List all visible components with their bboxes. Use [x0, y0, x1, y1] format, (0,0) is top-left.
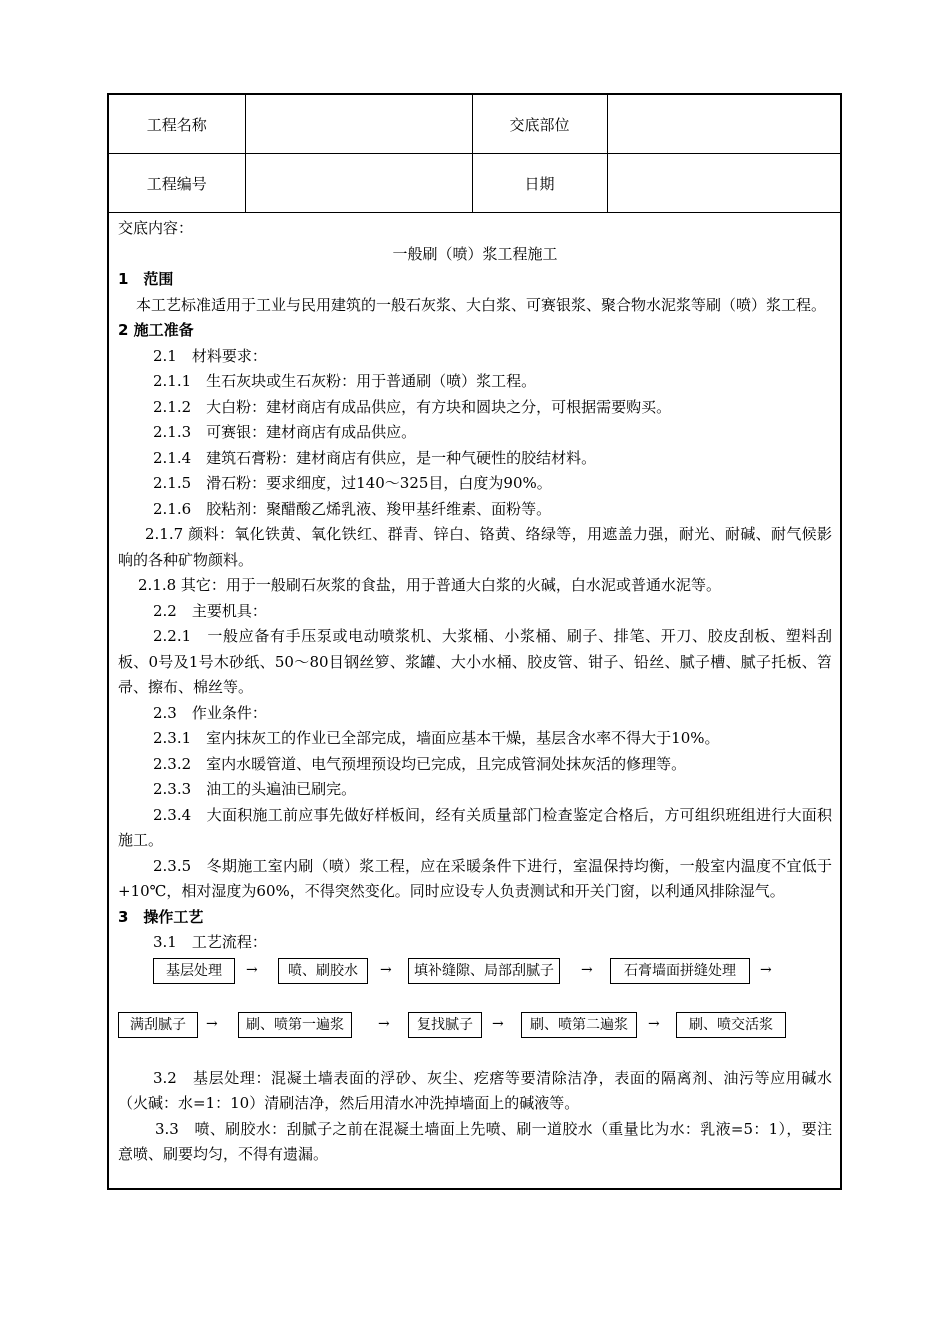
flow-step-gypsum-joints: 石膏墙面拼缝处理 [610, 958, 750, 984]
item-2-1-2: 2.1.2 大白粉：建材商店有成品供应，有方块和圆块之分，可根据需要购买。 [153, 397, 672, 416]
flow-step-full-putty: 满刮腻子 [118, 1012, 198, 1038]
flow-arrow-icon: → [378, 1015, 390, 1032]
flow-step-fill-gaps: 填补缝隙、局部刮腻子 [408, 958, 560, 984]
content-area [109, 213, 840, 1168]
item-2-1: 2.1 材料要求： [153, 346, 267, 365]
header-table [109, 95, 840, 213]
item-3-2: 3.2 基层处理：混凝土墙表面的浮砂、灰尘、疙瘩等要清除洁净，表面的隔离剂、油污等应用碱水（火碱：水=1：10）清刷洁净，然后用清水冲洗掉墙面上的碱液等。 [118, 1068, 832, 1112]
item-2-2: 2.2 主要机具： [153, 601, 267, 620]
position-value[interactable] [607, 95, 840, 154]
project-no-value[interactable] [245, 154, 472, 213]
flow-step-glue: 喷、刷胶水 [278, 958, 368, 984]
flow-arrow-icon: → [492, 1015, 504, 1032]
intro-label: 交底内容： [118, 219, 194, 237]
flow-step-re-putty: 复找腻子 [408, 1012, 482, 1038]
item-2-3-4: 2.3.4 大面积施工前应事先做好样板间，经有关质量部门检查鉴定合格后，方可组织班组进行大面积施工。 [118, 805, 832, 849]
flow-arrow-icon: → [648, 1015, 660, 1032]
item-2-3-3: 2.3.3 油工的头遍油已刷完。 [153, 780, 357, 798]
doc-title: 一般刷（喷）浆工程施工 [392, 244, 558, 263]
item-2-3-1: 2.3.1 室内抹灰工的作业已全部完成，墙面应基本干燥，基层含水率不得大于10%。 [153, 729, 720, 747]
item-2-3: 2.3 作业条件： [153, 703, 267, 722]
flow-arrow-icon: → [581, 961, 593, 978]
item-2-1-8: 2.1.8 其它：用于一般刷石灰浆的食盐，用于普通大白浆的火碱，白水泥或普通水泥等。 [138, 576, 721, 594]
flow-arrow-icon: → [380, 961, 392, 978]
item-3-1: 3.1 工艺流程： [153, 933, 267, 951]
flow-step-first-coat: 刷、喷第一遍浆 [238, 1012, 352, 1038]
item-2-1-1: 2.1.1 生石灰块或生石灰粉：用于普通刷（喷）浆工程。 [153, 372, 537, 390]
item-2-2-1: 2.2.1 一般应备有手压泵或电动喷浆机、大浆桶、小浆桶、刷子、排笔、开刀、胶皮刮板、塑料刮板、0号及1号木砂纸、50～80目钢丝箩、浆罐、大小水桶、胶皮管、钳子、铅丝、腻子槽、腻子托板、笤帚、擦布、棉丝等。 [118, 627, 832, 696]
item-2-1-5: 2.1.5 滑石粉：要求细度，过140～325目，白度为90%。 [153, 474, 552, 492]
item-2-1-3: 2.1.3 可赛银：建材商店有成品供应。 [153, 423, 417, 441]
item-2-3-5: 2.3.5 冬期施工室内刷（喷）浆工程，应在采暖条件下进行，室温保持均衡，一般室内温度不宜低于+10℃，相对湿度为60%，不得突然变化。同时应设专人负责测试和开关门窗，以利通风排除湿气。 [118, 856, 832, 900]
date-label: 日期 [472, 154, 607, 213]
flow-arrow-icon: → [206, 1015, 218, 1032]
item-2-1-6: 2.1.6 胶粘剂：聚醋酸乙烯乳液、羧甲基纤维素、面粉等。 [153, 499, 552, 518]
project-no-label: 工程编号 [109, 154, 245, 213]
project-name-value[interactable] [245, 95, 472, 154]
section-3-heading: 3 操作工艺 [118, 907, 204, 926]
flow-arrow-icon: → [246, 961, 258, 978]
item-3-3: 3.3 喷、刷胶水：刮腻子之前在混凝土墙面上先喷、刷一道胶水（重量比为水：乳液=5：1），要注意喷、刷要均匀，不得有遗漏。 [118, 1119, 832, 1163]
item-2-3-2: 2.3.2 室内水暖管道、电气预埋预设均已完成，且完成管洞处抹灰活的修理等。 [153, 754, 687, 773]
flow-step-final-coat: 刷、喷交活浆 [676, 1012, 786, 1038]
process-flow [118, 956, 832, 1066]
flow-arrow-icon: → [760, 961, 772, 978]
position-label: 交底部位 [472, 95, 607, 154]
section-2-heading: 2 施工准备 [118, 321, 194, 339]
item-2-1-7: 2.1.7 颜料：氧化铁黄、氧化铁红、群青、锌白、铬黄、络绿等，用遮盖力强，耐光、耐碱、耐气候影响的各种矿物颜料。 [118, 525, 832, 569]
disclosure-sheet [107, 93, 842, 1190]
flow-step-second-coat: 刷、喷第二遍浆 [521, 1012, 637, 1038]
section-1-heading: 1 范围 [118, 270, 174, 288]
item-2-1-4: 2.1.4 建筑石膏粉：建材商店有供应，是一种气硬性的胶结材料。 [153, 448, 597, 467]
date-value[interactable] [607, 154, 840, 213]
flow-step-base-treatment: 基层处理 [153, 958, 235, 984]
project-name-label: 工程名称 [109, 95, 245, 154]
section-1-text: 本工艺标准适用于工业与民用建筑的一般石灰浆、大白浆、可赛银浆、聚合物水泥浆等刷（喷）浆工程。 [136, 295, 827, 314]
